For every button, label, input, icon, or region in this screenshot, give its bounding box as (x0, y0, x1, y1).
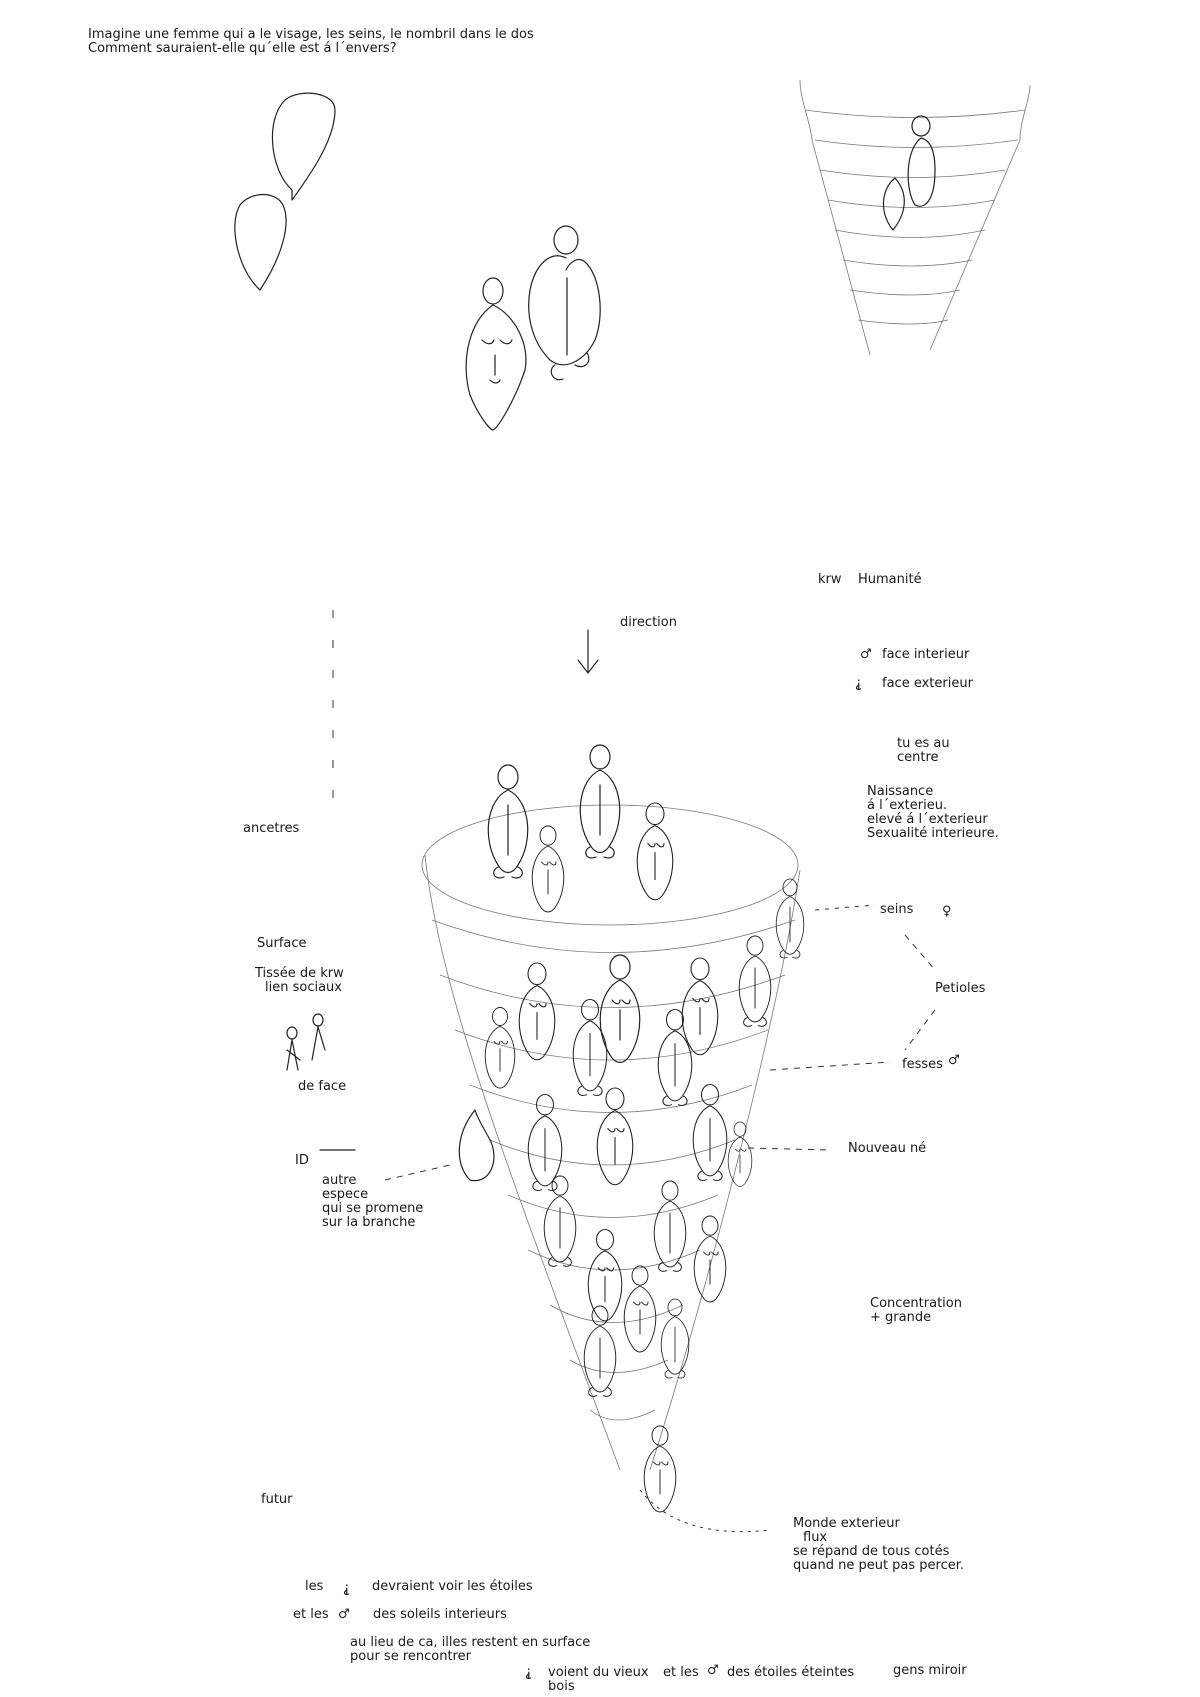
gens-miroir-label: gens miroir (893, 1663, 967, 1678)
naissance-line: Sexualité interieure. (867, 826, 999, 841)
naissance-line: Naissance (867, 784, 934, 799)
surface-label: Surface (257, 936, 307, 951)
centre-line: centre (897, 750, 939, 765)
concentration-text (870, 1297, 962, 1325)
autre-espece-line: sur la branche (322, 1215, 416, 1230)
male-symbol-icon: ♂ (860, 647, 872, 662)
leaf-figure (637, 803, 673, 900)
leaf-figure (573, 1000, 607, 1096)
naissance-text (867, 785, 999, 841)
futur-label: futur (261, 1492, 293, 1507)
monde-line: se répand de tous cotés (793, 1544, 950, 1559)
male-symbol-icon: ♂ (338, 1607, 350, 1622)
leaf-figure (694, 1216, 726, 1302)
leaf-figure (528, 1095, 562, 1191)
voient-line: bois (548, 1679, 575, 1694)
leaf-figure (682, 958, 718, 1055)
tissee-line: Tissée de krw (255, 966, 344, 981)
id-leaf-sketch (459, 1110, 494, 1181)
seins-label: seins (880, 902, 914, 917)
centre-text (897, 737, 950, 765)
monde-line: Monde exterieur (793, 1516, 900, 1531)
leaf-figure (588, 1230, 622, 1321)
direction-arrow-icon (578, 630, 598, 673)
au-lieu-line: pour se rencontrer (350, 1649, 471, 1664)
et-les-label: et les (663, 1665, 699, 1680)
les-label: les (305, 1579, 324, 1594)
monde-text (793, 1517, 964, 1573)
voient-text (548, 1666, 649, 1694)
face-interieur-label: face interieur (882, 647, 970, 662)
autre-espece-line: autre (322, 1173, 357, 1188)
leaf-figure (488, 765, 527, 878)
concentration-line: Concentration (870, 1296, 962, 1311)
concentration-line: + grande (870, 1310, 932, 1325)
female-reversed-symbol-icon: ⸘ (525, 1665, 532, 1680)
intro-line-1: Imagine une femme qui a le visage, les seins, le nombril dans le dos (88, 27, 534, 42)
tissee-text (255, 967, 344, 995)
female-reversed-symbol-icon: ♀ (942, 904, 952, 919)
teardrop-sketch (235, 93, 335, 290)
voient-line: voient du vieux (548, 1665, 649, 1680)
id-label: ID (295, 1153, 309, 1168)
leaf-figure (519, 963, 555, 1060)
leaf-figure (597, 1088, 633, 1185)
petioles-label: Petioles (935, 981, 986, 996)
cone-figures (485, 745, 804, 1512)
humanite-label: Humanité (858, 572, 922, 587)
main-cone-sketch (422, 805, 800, 1470)
leaf-figure (728, 1122, 752, 1187)
centre-line: tu es au (897, 736, 950, 751)
krw-label: krw (818, 572, 842, 587)
leaf-figure (658, 1010, 692, 1106)
au-lieu-text (350, 1636, 590, 1664)
naissance-line: á l´exterieu. (867, 798, 948, 813)
leaf-figure (584, 1306, 616, 1396)
autre-espece-text (322, 1174, 423, 1230)
leaf-figure (739, 936, 771, 1026)
tissee-line: lien sociaux (265, 980, 342, 995)
female-reversed-symbol-icon: ⸘ (855, 676, 862, 691)
male-symbol-icon: ♂ (948, 1053, 960, 1068)
autre-espece-line: espece (322, 1187, 369, 1202)
face-exterieur-label: face exterieur (882, 676, 973, 691)
intro-text (88, 28, 534, 56)
etoiles-eteintes-label: des étoiles éteintes (727, 1665, 855, 1680)
monde-line: flux (803, 1530, 828, 1545)
female-reversed-symbol-icon: ⸘ (343, 1581, 350, 1596)
naissance-line: elevé á l´exterieur (867, 812, 988, 827)
monde-line: quand ne peut pas percer. (793, 1558, 965, 1573)
figure-pair-icon (287, 1014, 325, 1070)
leaf-figure (580, 745, 619, 858)
ancetres-label: ancetres (243, 821, 300, 836)
direction-label: direction (620, 615, 677, 630)
figure-pair-sketch (466, 226, 600, 430)
male-symbol-icon: ♂ (707, 1663, 719, 1678)
et-les-label: et les (293, 1607, 329, 1622)
etoiles-label: devraient voir les étoiles (372, 1579, 533, 1594)
leaf-figure (661, 1299, 689, 1378)
de-face-label: de face (298, 1079, 347, 1094)
au-lieu-line: au lieu de ca, illes restent en surface (350, 1635, 591, 1650)
leaf-figure (624, 1266, 656, 1352)
autre-espece-line: qui se promene (322, 1201, 424, 1216)
fesses-label: fesses (902, 1057, 943, 1072)
intro-line-2: Comment sauraient-elle qu´elle est á l´envers? (88, 41, 397, 56)
nouveau-ne-label: Nouveau né (848, 1141, 927, 1156)
soleils-label: des soleils interieurs (373, 1607, 507, 1622)
leaf-figure (532, 826, 564, 912)
cone-drawing-icon (800, 80, 1030, 355)
